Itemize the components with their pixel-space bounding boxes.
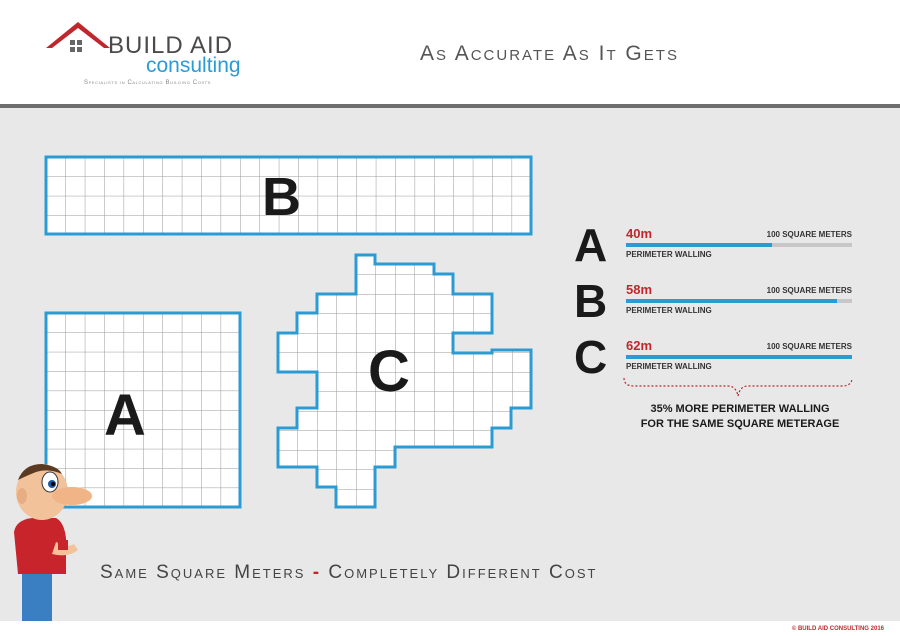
- perimeter-bar-fill: [626, 243, 772, 247]
- stat-caption: PERIMETER WALLING: [626, 306, 712, 315]
- comparison-note: [600, 402, 880, 432]
- stat-perimeter: 58m: [626, 282, 653, 297]
- stat-letter: C: [574, 331, 608, 383]
- perimeter-bar-track: [626, 243, 852, 247]
- shape-c-label: C: [368, 339, 410, 404]
- stat-area: 100 SQUARE METERS: [766, 230, 852, 239]
- stat-letter: A: [574, 219, 608, 271]
- perimeter-bar-fill: [626, 299, 837, 303]
- perimeter-bar-track: [626, 355, 852, 359]
- headline: As Accurate As It Gets: [420, 42, 679, 65]
- perimeter-bar-track: [626, 299, 852, 303]
- stat-perimeter: 40m: [626, 226, 653, 241]
- stat-caption: PERIMETER WALLING: [626, 250, 712, 259]
- slogan-part-1: Same Square Meters: [100, 562, 306, 583]
- stat-area: 100 SQUARE METERS: [766, 342, 852, 351]
- logo-subtitle: consulting: [146, 54, 241, 77]
- shape-b-label: B: [262, 167, 301, 227]
- brace-icon: [622, 376, 854, 400]
- stat-area: 100 SQUARE METERS: [766, 286, 852, 295]
- mascot-character-icon: [8, 462, 100, 622]
- footer: [0, 621, 900, 636]
- slogan-separator: -: [312, 562, 322, 583]
- note-line-1: 35% MORE PERIMETER WALLING: [650, 403, 830, 415]
- slogan: [100, 562, 597, 584]
- copyright: © BUILD AID CONSULTING 2016: [791, 626, 884, 632]
- logo-tagline: Specialists in Calculating Building Costs: [84, 80, 211, 86]
- stat-caption: PERIMETER WALLING: [626, 362, 712, 371]
- perimeter-bar-fill: [626, 355, 852, 359]
- stat-b: [574, 275, 864, 336]
- stat-perimeter: 62m: [626, 338, 653, 353]
- shape-a-label: A: [104, 383, 146, 448]
- slogan-part-2: Completely Different Cost: [328, 562, 598, 583]
- logo-title: BUILD AID: [108, 32, 234, 59]
- stat-letter: B: [574, 275, 608, 327]
- stat-a: [574, 219, 864, 280]
- note-line-2: FOR THE SAME SQUARE METERAGE: [640, 418, 840, 430]
